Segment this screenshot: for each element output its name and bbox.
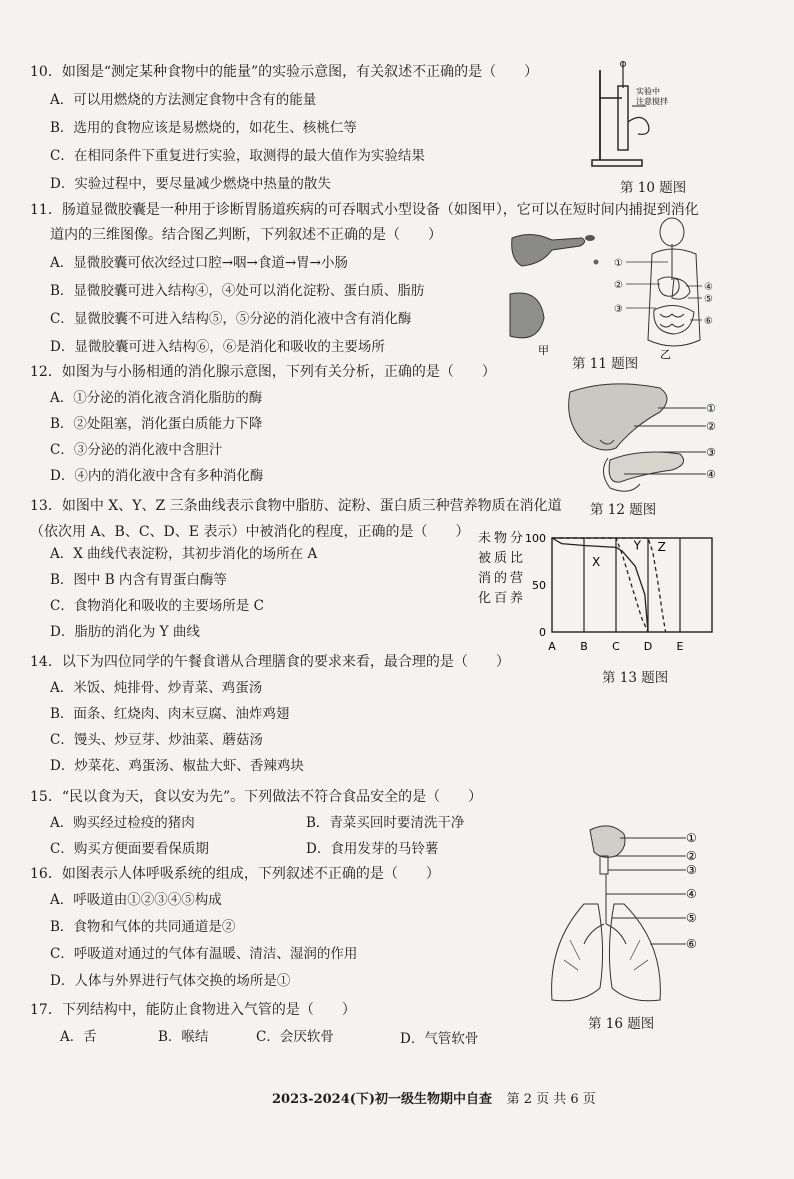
x-category-label: E [676,640,684,653]
figure-11-label-3: ③ [614,304,623,315]
question-10-stem: 10．如图是“测定某种食物中的能量”的实验示意图，有关叙述不正确的是（ ） [30,64,539,80]
figure-10-apparatus [588,58,708,170]
y-axis-label-char: 比 [510,551,524,566]
y-axis-label-char: 养 [510,591,524,606]
question-10-option-c: C．在相同条件下重复进行实验，取测得的最大值作为实验结果 [50,148,425,164]
figure-11-digestive-system [612,214,716,360]
question-15-option-d: D．食用发芽的马铃薯 [306,841,439,857]
y-axis-label-char: 被 [478,551,492,566]
question-11-stem-line2: 道内的三维图像。结合图乙判断，下列叙述不正确的是（ ） [50,227,442,243]
figure-11-label-4: ④ [704,282,713,293]
y-axis-label-char: 的 [494,571,508,586]
question-10-option-d: D．实验过程中，要尽量减少燃烧中热量的散失 [50,176,331,192]
y-axis-label-char: 物 [494,531,508,546]
y-tick-label: 100 [525,532,546,545]
figure-12-label-2: ② [706,420,716,433]
y-axis-label-char: 营 [510,571,524,586]
question-13-option-b: B．图中 B 内含有胃蛋白酶等 [50,572,227,588]
footer-page-number: 第 2 页 共 6 页 [506,1092,596,1107]
question-17-option-d: D．气管软骨 [400,1031,479,1047]
question-15-option-c: C．购买方便面要看保质期 [50,841,209,857]
figure-11-label-jia: 甲 [538,344,549,357]
question-14-option-b: B．面条、红烧肉、肉末豆腐、油炸鸡翅 [50,706,290,722]
question-17-option-c: C．会厌软骨 [256,1029,334,1045]
figure-12-digestive-glands [560,378,720,496]
figure-16-respiratory-system [540,820,710,1010]
figure-13-caption: 第 13 题图 [602,670,669,686]
figure-11-label-yi: 乙 [660,348,671,361]
question-11-option-c: C．显微胶囊不可进入结构⑤，⑤分泌的消化液中含有消化酶 [50,311,412,327]
figure-10-note-line1: 实验中 [636,87,660,96]
y-axis-label-char: 化 [478,591,492,606]
question-13-stem: 13．如图中 X、Y、Z 三条曲线表示食物中脂肪、淀粉、蛋白质三种营养物质在消化道 [30,498,562,514]
question-16-option-b: B．食物和气体的共同通道是② [50,919,236,935]
question-11-option-b: B．显微胶囊可进入结构④，④处可以消化淀粉、蛋白质、脂肪 [50,283,425,299]
series-y-label: Y [633,538,641,553]
figure-16-label-1: ① [686,831,697,845]
figure-16-label-6: ⑥ [686,937,697,951]
y-axis-label-char: 百 [494,591,508,606]
question-14-stem: 14．以下为四位同学的午餐食谱从合理膳食的要求来看，最合理的是（ ） [30,654,510,670]
figure-16-label-5: ⑤ [686,911,697,925]
y-axis-label-char: 未 [478,531,492,546]
question-17-option-b: B．喉结 [158,1029,209,1045]
question-16-option-d: D．人体与外界进行气体交换的场所是① [50,973,291,989]
figure-16-label-2: ② [686,849,697,863]
figure-11-label-6: ⑥ [704,316,713,327]
figure-16-caption: 第 16 题图 [588,1016,655,1032]
figure-13-chart [476,528,720,656]
question-14-option-d: D．炒菜花、鸡蛋汤、椒盐大虾、香辣鸡块 [50,758,304,774]
question-11-option-d: D．显微胶囊可进入结构⑥，⑥是消化和吸收的主要场所 [50,339,385,355]
question-10-option-a: A．可以用燃烧的方法测定食物中含有的能量 [50,92,317,108]
question-15-stem: 15．“民以食为天，食以安为先”。下列做法不符合食品安全的是（ ） [30,789,483,805]
question-12-option-a: A．①分泌的消化液含消化脂肪的酶 [50,390,263,406]
question-16-stem: 16．如图表示人体呼吸系统的组成，下列叙述不正确的是（ ） [30,866,440,882]
figure-12-label-1: ① [706,402,716,415]
y-axis-label-char: 消 [478,571,492,586]
question-10-option-b: B．选用的食物应该是易燃烧的，如花生、核桃仁等 [50,120,357,136]
question-15-option-a: A．购买经过检疫的猪肉 [50,815,195,831]
question-12-stem: 12．如图为与小肠相通的消化腺示意图，下列有关分析，正确的是（ ） [30,364,496,380]
figure-11-capsule-photo [506,228,606,356]
question-12-option-b: B．②处阻塞，消化蛋白质能力下降 [50,416,263,432]
y-axis-label-char: 质 [494,551,508,566]
figure-11-label-5: ⑤ [704,294,713,305]
figure-12-caption: 第 12 题图 [590,502,657,518]
question-12-option-c: C．③分泌的消化液中含胆汁 [50,442,223,458]
question-15-option-b: B．青菜买回时要清洗干净 [306,815,465,831]
question-11-option-a: A．显微胶囊可依次经过口腔→咽→食道→胃→小肠 [50,255,348,271]
y-tick-label: 0 [539,626,546,639]
question-14-option-c: C．馒头、炒豆芽、炒油菜、蘑菇汤 [50,732,263,748]
question-13-option-a: A．X 曲线代表淀粉，其初步消化的场所在 A [50,546,318,562]
question-13-option-d: D．脂肪的消化为 Y 曲线 [50,624,200,640]
y-tick-label: 50 [532,579,546,592]
figure-10-note-line2: 注意搅拌 [636,97,668,106]
question-11-stem: 11．肠道显微胶囊是一种用于诊断胃肠道疾病的可吞咽式小型设备（如图甲），它可以在短时间内捕捉到消化 [30,202,699,218]
question-16-option-c: C．呼吸道对通过的气体有温暖、清洁、湿润的作用 [50,946,358,962]
y-axis-label-char: 分 [510,531,524,546]
question-17-stem: 17．下列结构中，能防止食物进入气管的是（ ） [30,1002,356,1018]
question-13-stem-line2: （依次用 A、B、C、D、E 表示）中被消化的程度，正确的是（ ） [30,524,470,540]
figure-10-caption: 第 10 题图 [620,180,687,196]
figure-12-label-3: ③ [706,446,716,459]
series-x-label: X [592,555,601,570]
question-14-option-a: A．米饭、炖排骨、炒青菜、鸡蛋汤 [50,680,263,696]
figure-16-label-3: ③ [686,863,697,877]
figure-11-label-2: ② [614,280,623,291]
figure-16-label-4: ④ [686,887,697,901]
footer-title: 2023-2024(下)初一级生物期中自查 [272,1092,493,1107]
figure-11-caption: 第 11 题图 [572,356,639,372]
x-category-label: B [580,640,588,653]
x-category-label: A [548,640,556,653]
x-category-label: D [643,640,653,653]
question-17-option-a: A．舌 [60,1029,97,1045]
question-12-option-d: D．④内的消化液中含有多种消化酶 [50,468,264,484]
question-16-option-a: A．呼吸道由①②③④⑤构成 [50,892,222,908]
x-category-label: C [612,640,620,653]
figure-11-label-1: ① [614,258,623,269]
question-13-option-c: C．食物消化和吸收的主要场所是 C [50,598,264,614]
page-footer [272,1088,596,1107]
figure-12-label-4: ④ [706,468,716,481]
series-z-label: Z [657,540,666,555]
